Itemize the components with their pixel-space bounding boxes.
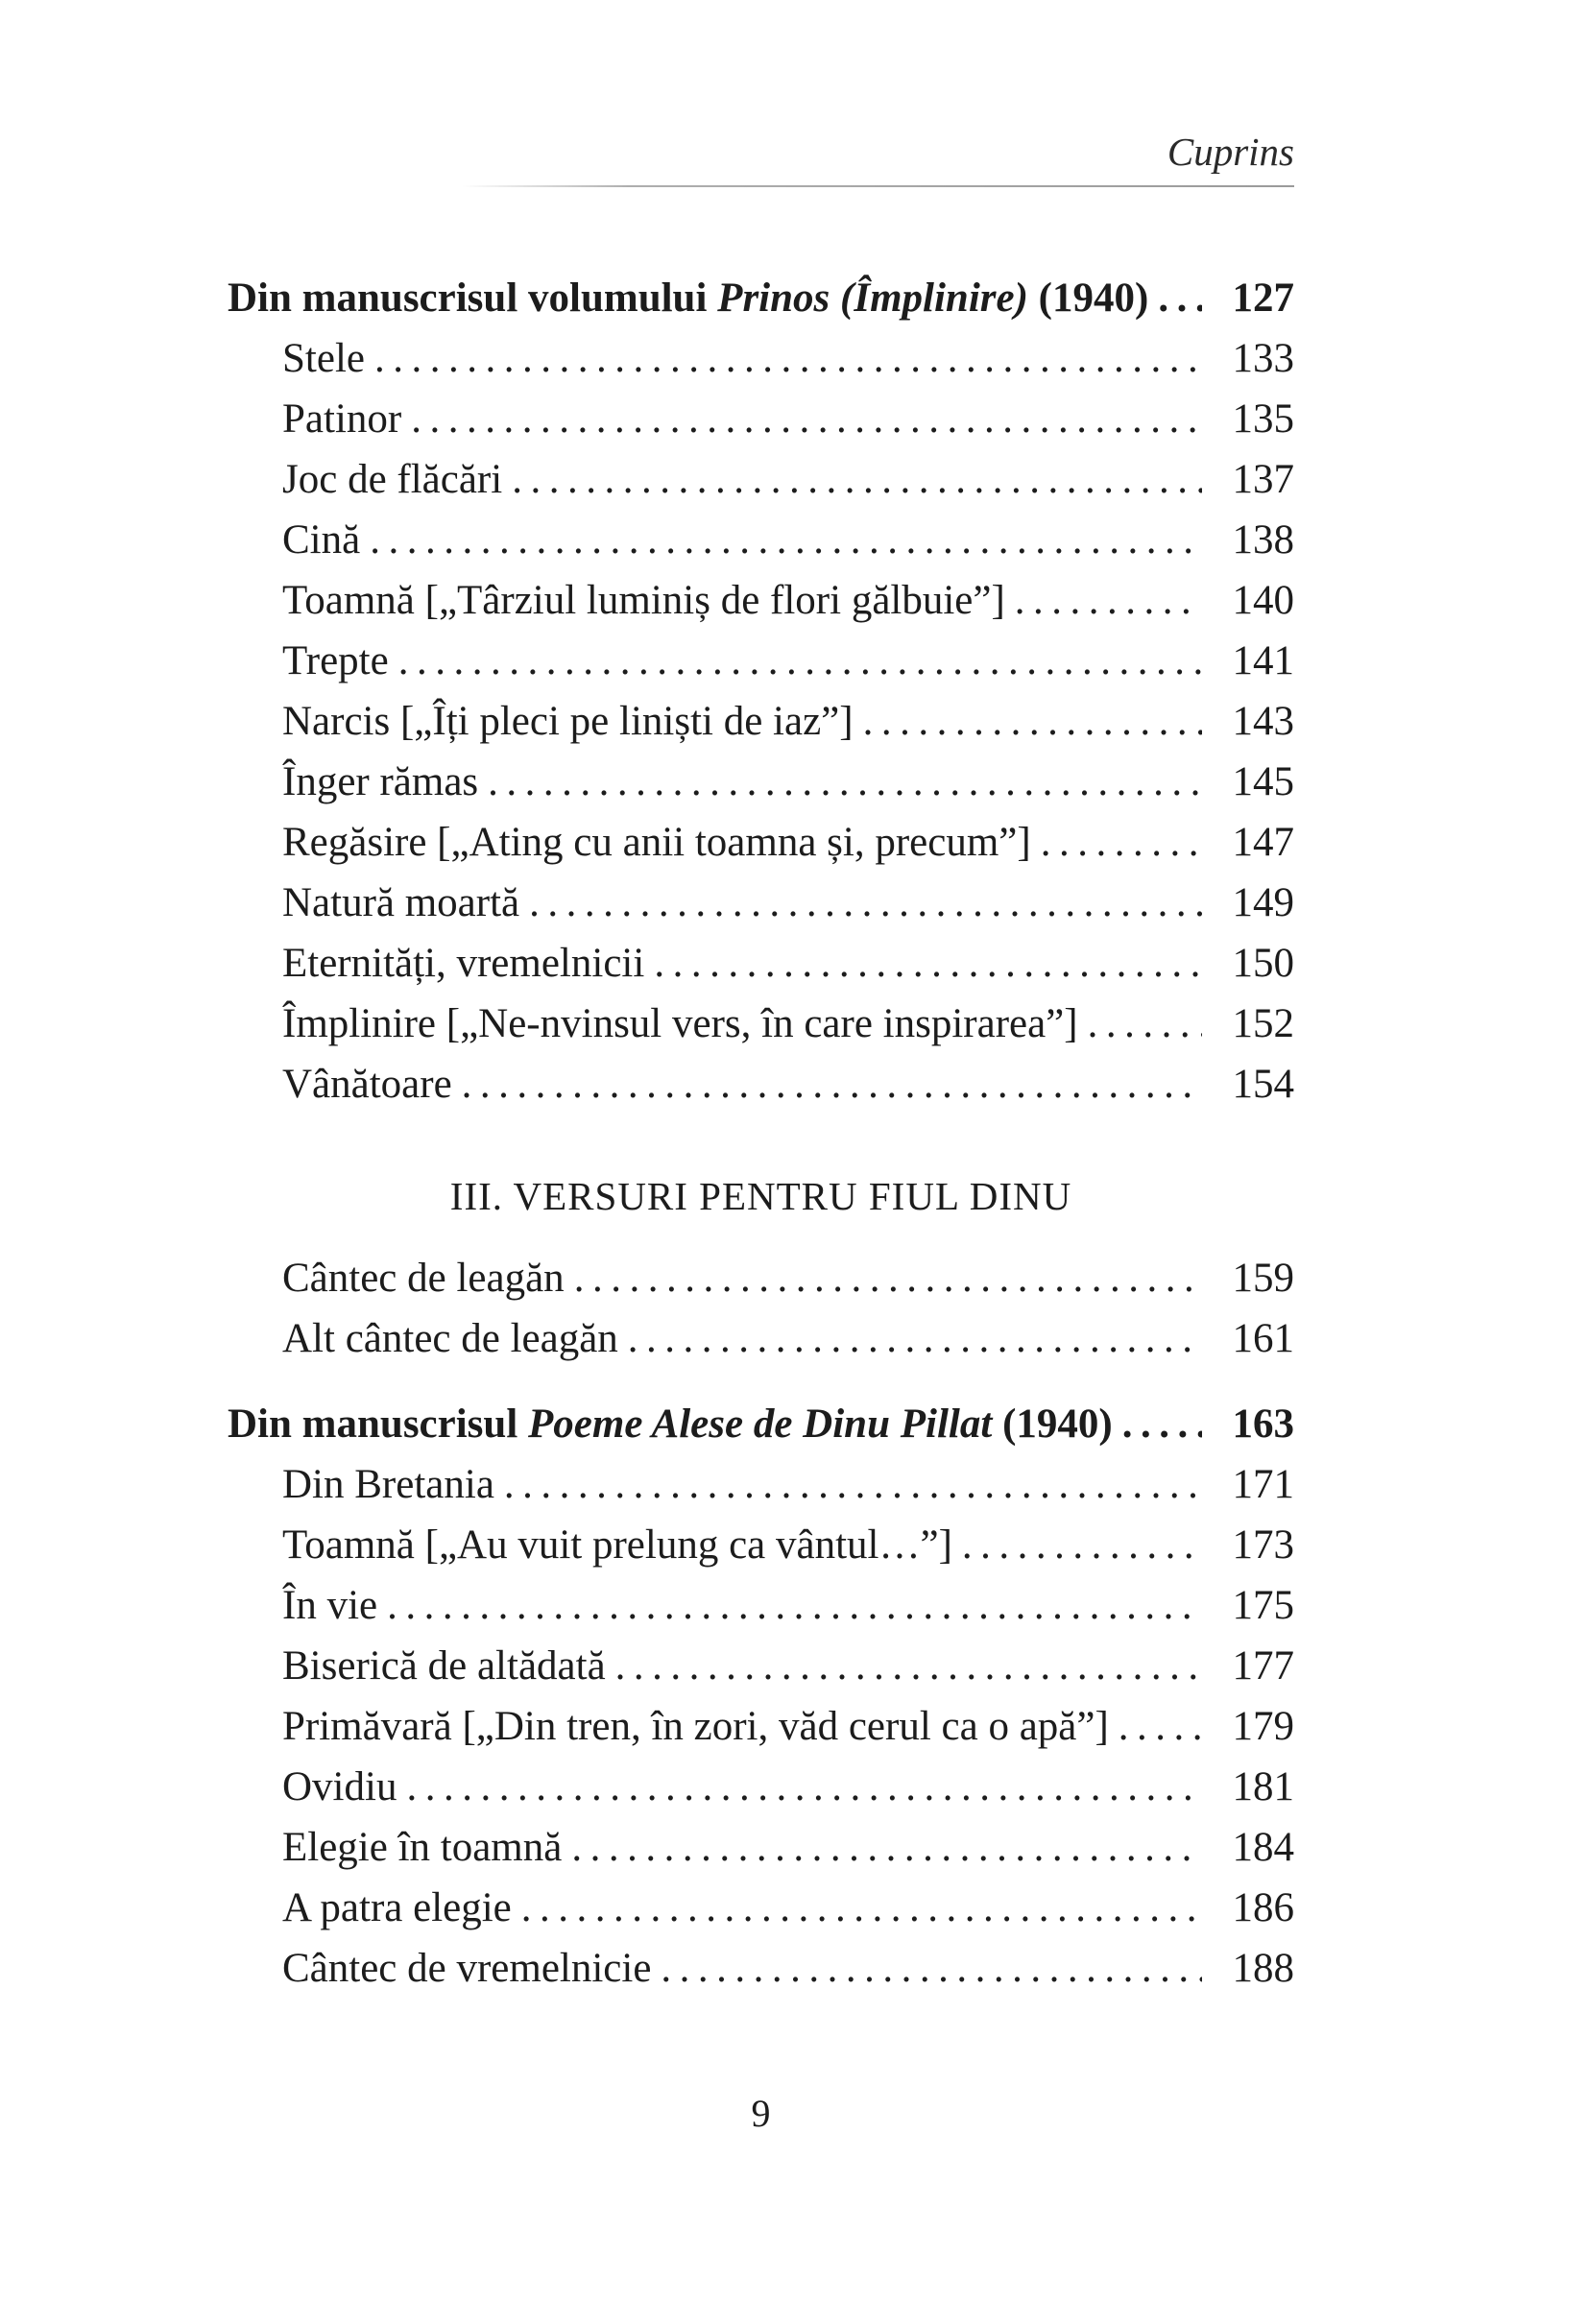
- toc-entry-page: 135: [1232, 396, 1294, 442]
- toc-entry: [228, 510, 1294, 570]
- toc-entry-label: Cântec de vremelnicie: [282, 1946, 652, 1991]
- toc-entry-page: 161: [1232, 1316, 1294, 1361]
- toc-entry-label: Trepte: [282, 638, 389, 683]
- dot-leader: [374, 328, 1202, 389]
- toc-entry-page: 143: [1232, 699, 1294, 744]
- dot-leader: [654, 933, 1202, 994]
- dot-leader: [571, 1817, 1202, 1878]
- toc-entry-page: 145: [1232, 759, 1294, 804]
- dot-leader: [529, 873, 1202, 933]
- section-heading: III. VERSURI PENTRU FIUL DINU: [449, 1174, 1072, 1218]
- toc-entry-label: Patinor: [282, 396, 402, 442]
- toc-entry: [228, 1696, 1294, 1757]
- toc-entry-page: 181: [1232, 1764, 1294, 1809]
- dot-leader: [574, 1248, 1202, 1308]
- dot-leader: [406, 1757, 1202, 1817]
- page-footer: [228, 2091, 1294, 2136]
- dot-leader: [962, 1515, 1202, 1575]
- toc-entry: [228, 752, 1294, 812]
- toc-entry: [228, 1817, 1294, 1878]
- toc-entry-page: 140: [1232, 578, 1294, 623]
- toc-entry-page: 186: [1232, 1885, 1294, 1930]
- toc-entry-label: Toamnă [„Au vuit prelung ca vântul…”]: [282, 1522, 952, 1568]
- toc-entry: [228, 570, 1294, 631]
- page-header: [228, 132, 1294, 187]
- toc-entry-label: Cântec de leagăn: [282, 1256, 565, 1301]
- toc-entry-label: A patra elegie: [282, 1885, 512, 1930]
- toc-entry: [228, 268, 1294, 328]
- toc-entry: [228, 691, 1294, 752]
- toc-entry-label: Regăsire [„Ating cu anii toamna și, precum”]: [282, 820, 1031, 865]
- toc-entry-page: 163: [1232, 1402, 1294, 1447]
- toc-entry: [228, 1054, 1294, 1114]
- toc-entry-label: În vie: [282, 1583, 378, 1628]
- dot-leader: [387, 1575, 1202, 1636]
- toc-entry-page: 150: [1232, 941, 1294, 986]
- dot-leader: [1122, 1394, 1202, 1454]
- toc-entry: [228, 1515, 1294, 1575]
- toc-entry: [228, 873, 1294, 933]
- dot-leader: [1041, 812, 1202, 873]
- dot-leader: [504, 1454, 1202, 1515]
- dot-leader: [398, 631, 1202, 691]
- toc-entry-label: Vânătoare: [282, 1062, 452, 1107]
- dot-leader: [488, 752, 1202, 812]
- toc-entry-label: Din Bretania: [282, 1462, 494, 1507]
- toc-entry: [228, 933, 1294, 994]
- toc-entry-label: Eternități, vremelnicii: [282, 941, 645, 986]
- toc-entry-page: 137: [1232, 457, 1294, 502]
- dot-leader: [661, 1938, 1202, 1999]
- toc-entry: [228, 1938, 1294, 1999]
- running-head-title: Cuprins: [1167, 130, 1294, 174]
- toc-entry-page: 159: [1232, 1256, 1294, 1301]
- dot-leader: [521, 1878, 1202, 1938]
- dot-leader: [628, 1308, 1202, 1369]
- toc-entry: [228, 1394, 1294, 1454]
- toc-entry-label: Joc de flăcări: [282, 457, 503, 502]
- toc-entry-label: Stele: [282, 336, 365, 381]
- toc-entry-label: Alt cântec de leagăn: [282, 1316, 618, 1361]
- toc-entry-page: 179: [1232, 1704, 1294, 1749]
- toc-entry: [228, 1248, 1294, 1308]
- toc-entry-label: Primăvară [„Din tren, în zori, văd cerul ca o apă”]: [282, 1704, 1109, 1749]
- toc-entry-label: Elegie în toamnă: [282, 1825, 563, 1870]
- toc-entry-page: 141: [1232, 638, 1294, 683]
- toc-entry: [228, 449, 1294, 510]
- dot-leader: [1158, 268, 1202, 328]
- dot-leader: [512, 449, 1202, 510]
- toc-entry-label: Toamnă [„Târziul luminiș de flori gălbuie”]: [282, 578, 1005, 623]
- toc-entry-page: 171: [1232, 1462, 1294, 1507]
- toc-entry: [228, 1878, 1294, 1938]
- toc-entry-page: 149: [1232, 880, 1294, 925]
- toc-entry: [228, 631, 1294, 691]
- toc-entry: [228, 1308, 1294, 1369]
- toc-entry: [228, 328, 1294, 389]
- dot-leader: [462, 1054, 1202, 1114]
- toc-entry-label: Ovidiu: [282, 1764, 397, 1809]
- toc-entry: [228, 1454, 1294, 1515]
- header-rule: [462, 185, 1294, 187]
- toc-entry-page: 154: [1232, 1062, 1294, 1107]
- toc-entry-page: 147: [1232, 820, 1294, 865]
- toc-entry-page: 173: [1232, 1522, 1294, 1568]
- toc-entry-page: 133: [1232, 336, 1294, 381]
- toc-entry: [228, 389, 1294, 449]
- toc-entry: [228, 1575, 1294, 1636]
- toc-entry-page: 188: [1232, 1946, 1294, 1991]
- table-of-contents: [228, 268, 1294, 1999]
- toc-entry-label: Înger rămas: [282, 759, 479, 804]
- toc-entry-label: Narcis [„Îți pleci pe liniști de iaz”]: [282, 699, 854, 744]
- toc-entry-page: 138: [1232, 517, 1294, 563]
- toc-entry-label: Din manuscrisul volumului Prinos (Împlinire) (1940): [228, 276, 1149, 321]
- toc-entry-page: 152: [1232, 1001, 1294, 1046]
- toc-entry-label: Natură moartă: [282, 880, 520, 925]
- dot-leader: [1015, 570, 1202, 631]
- toc-entry-label: Împlinire [„Ne-nvinsul vers, în care inspirarea”]: [282, 1001, 1078, 1046]
- toc-entry-label: Din manuscrisul Poeme Alese de Dinu Pillat (1940): [228, 1402, 1113, 1447]
- toc-entry-page: 175: [1232, 1583, 1294, 1628]
- page-number: 9: [751, 2092, 771, 2135]
- dot-leader: [370, 510, 1202, 570]
- dot-leader: [863, 691, 1202, 752]
- dot-leader: [1088, 994, 1202, 1054]
- dot-leader: [411, 389, 1202, 449]
- toc-entry-label: Biserică de altădată: [282, 1643, 606, 1689]
- toc-entry: [228, 1757, 1294, 1817]
- toc-entry: [228, 1636, 1294, 1696]
- toc-entry: [228, 812, 1294, 873]
- toc-entry-label: Cină: [282, 517, 361, 563]
- toc-entry: [228, 994, 1294, 1054]
- dot-leader: [1119, 1696, 1202, 1757]
- toc-entry-page: 127: [1232, 276, 1294, 321]
- dot-leader: [615, 1636, 1202, 1696]
- toc-entry-page: 184: [1232, 1825, 1294, 1870]
- toc-entry-page: 177: [1232, 1643, 1294, 1689]
